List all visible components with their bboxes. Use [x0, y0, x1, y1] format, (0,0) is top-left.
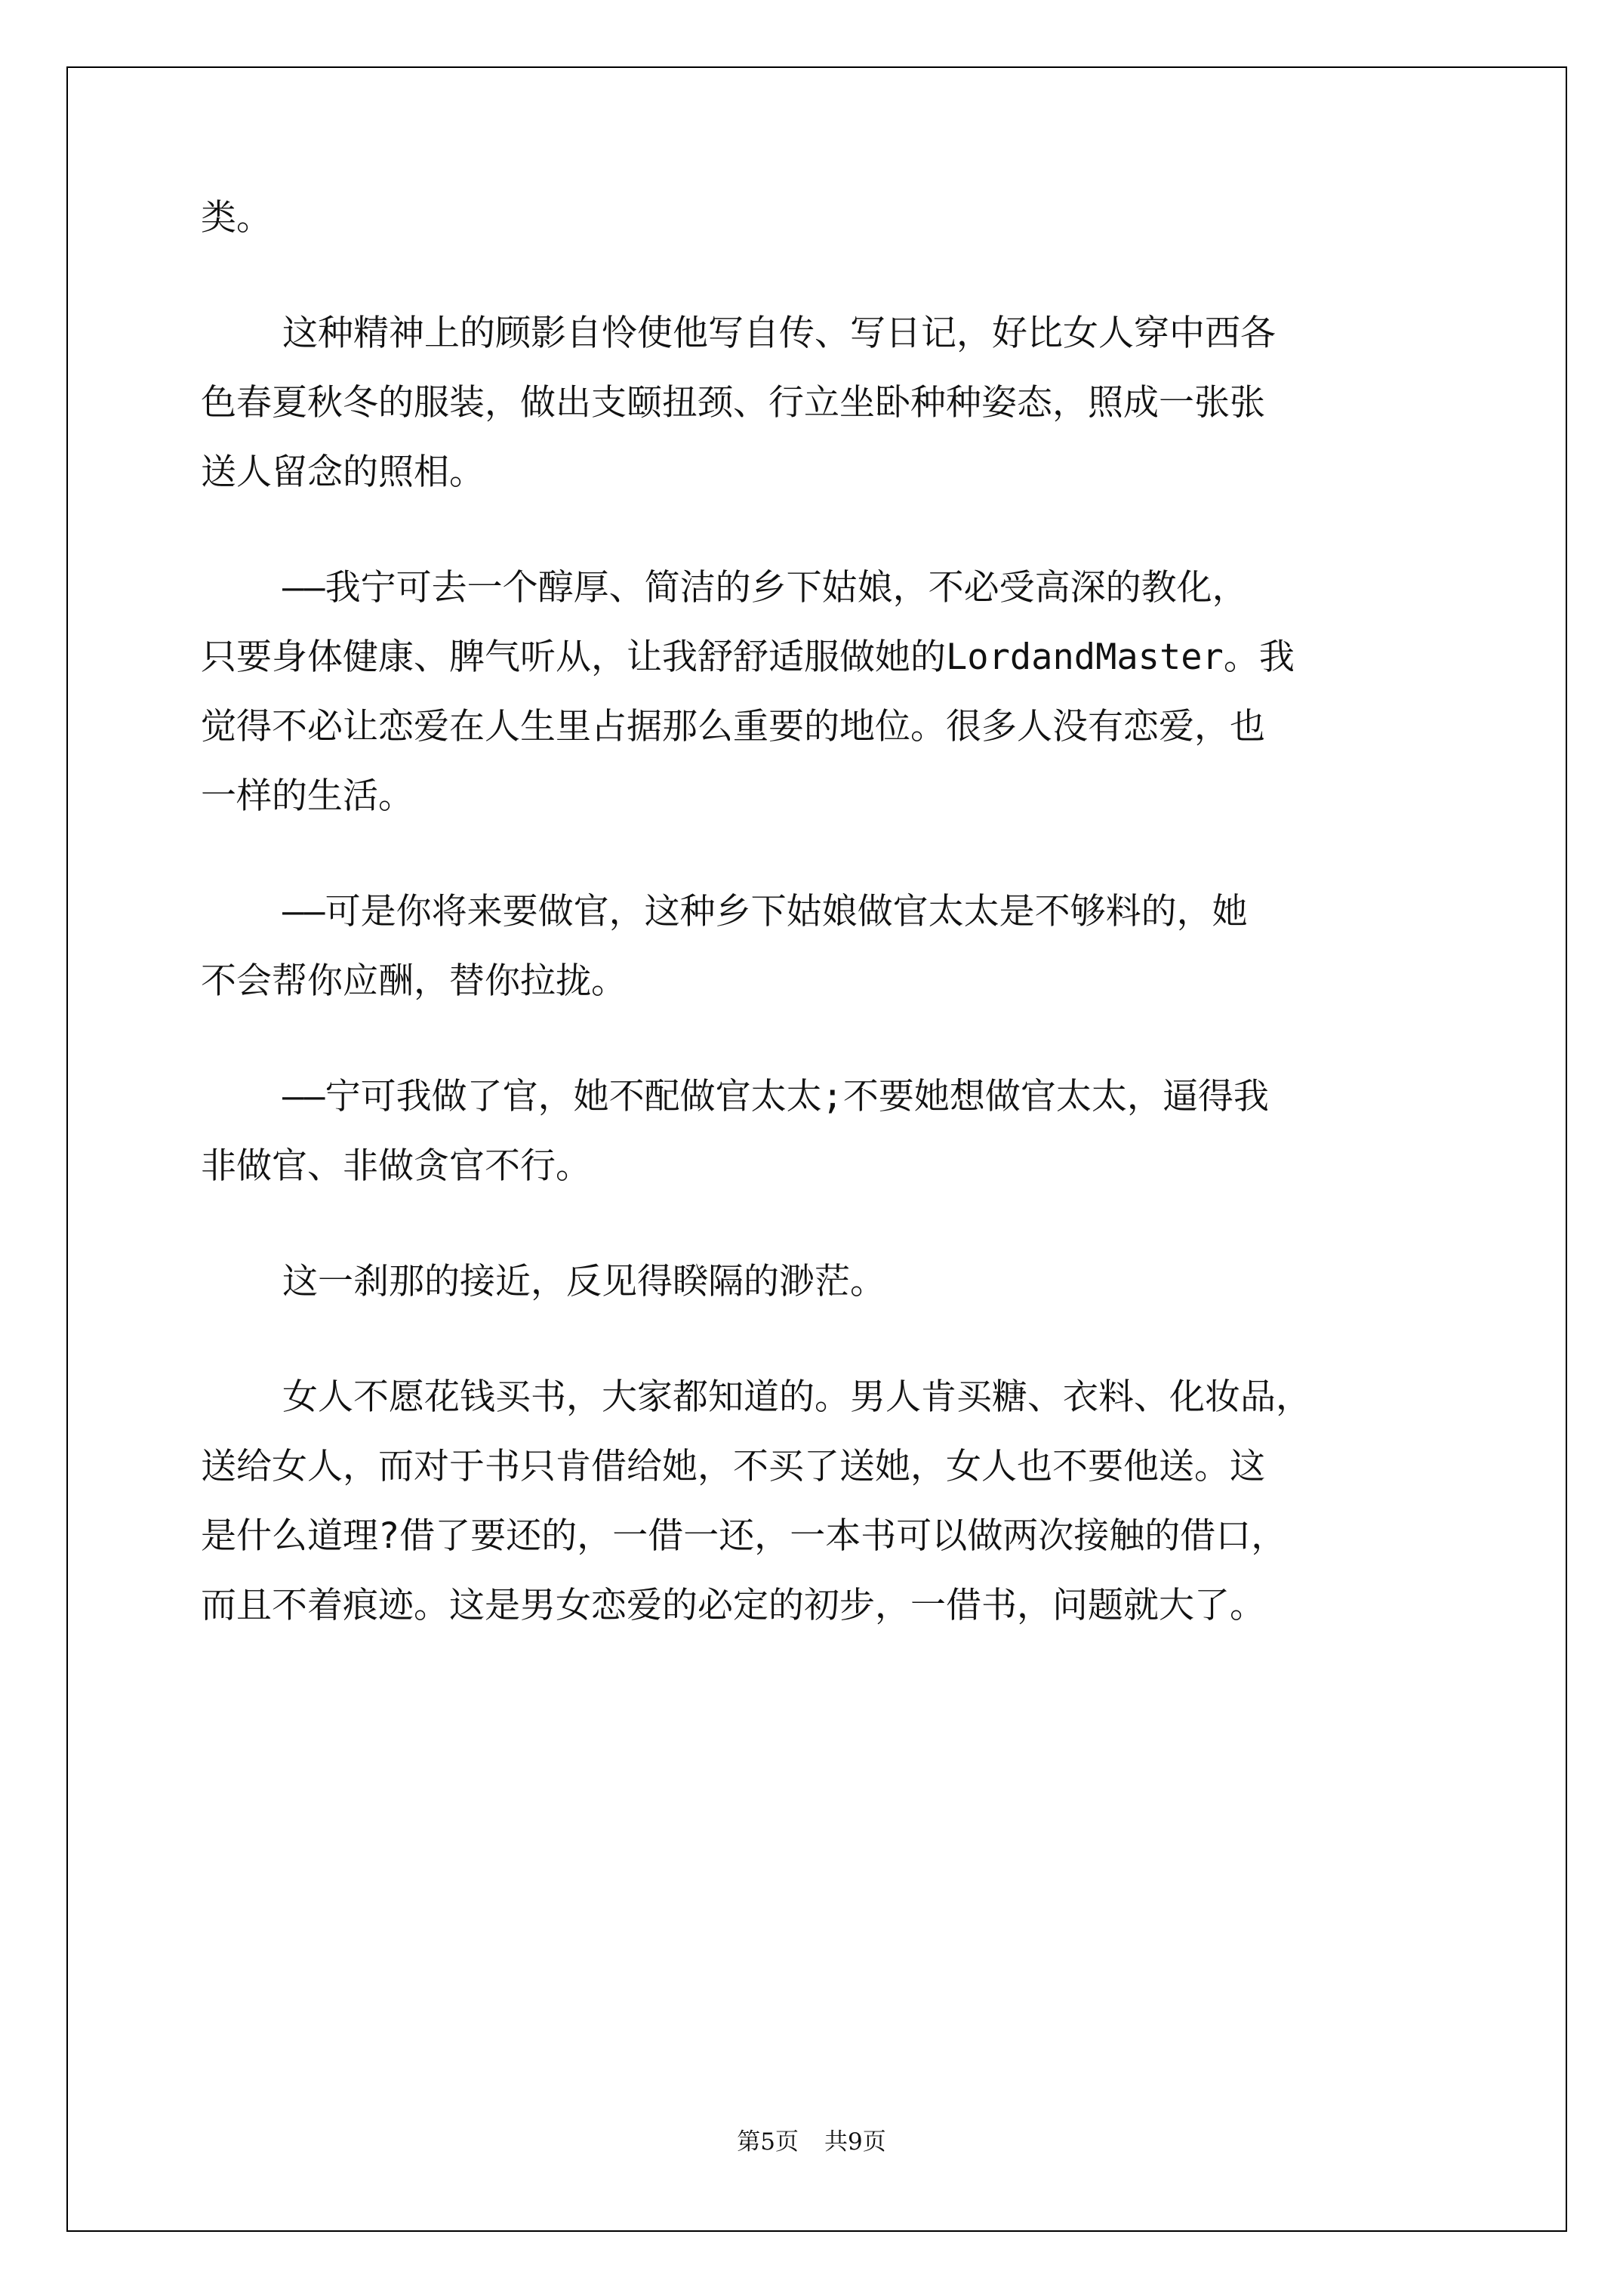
text-line: 而且不着痕迹。这是男女恋爱的必定的初步，一借书，问题就大了。 — [201, 1585, 1265, 1626]
paragraph-first-line: 这一刹那的接近，反见得睽隔的渺茫。 — [282, 1261, 885, 1302]
text-line: 只要身体健康、脾气听从，让我舒舒适服做她的LordandMaster。我 — [201, 636, 1295, 678]
paragraph-first-line: ——宁可我做了官，她不配做官太太;不要她想做官太太，逼得我 — [282, 1076, 1269, 1117]
page-number-current: 第5页 — [737, 2128, 799, 2156]
paragraph-first-line: ——可是你将来要做官，这种乡下姑娘做官太太是不够料的，她 — [282, 891, 1248, 932]
text-line: 送给女人，而对于书只肯借给她，不买了送她，女人也不要他送。这 — [201, 1446, 1265, 1487]
paragraph-first-line: ——我宁可去一个醇厚、简洁的乡下姑娘，不必受高深的教化， — [282, 567, 1248, 609]
text-line: 一样的生活。 — [201, 775, 414, 817]
paragraph-first-line: 女人不愿花钱买书，大家都知道的。男人肯买糖、衣料、化妆品， — [282, 1376, 1311, 1418]
text-line: 不会帮你应酬，替你拉拢。 — [201, 960, 627, 1002]
document-body — [201, 197, 1446, 1626]
page-footer — [0, 2129, 1623, 2155]
text-line: 送人留念的照相。 — [201, 451, 485, 493]
text-line: 色春夏秋冬的服装，做出支颐扭颈、行立坐卧种种姿态，照成一张张 — [201, 382, 1265, 424]
text-line: 是什么道理?借了要还的，一借一还，一本书可以做两次接触的借口， — [201, 1515, 1287, 1557]
paragraph-first-line: 这种精神上的顾影自怜使他写自传、写日记，好比女人穿中西各 — [282, 313, 1276, 354]
page-number-total: 共9页 — [824, 2128, 886, 2156]
text-line: 觉得不必让恋爱在人生里占据那么重要的地位。很多人没有恋爱，也 — [201, 706, 1265, 747]
text-line: 非做官、非做贪官不行。 — [201, 1145, 591, 1187]
text-line: 类。 — [201, 197, 272, 239]
